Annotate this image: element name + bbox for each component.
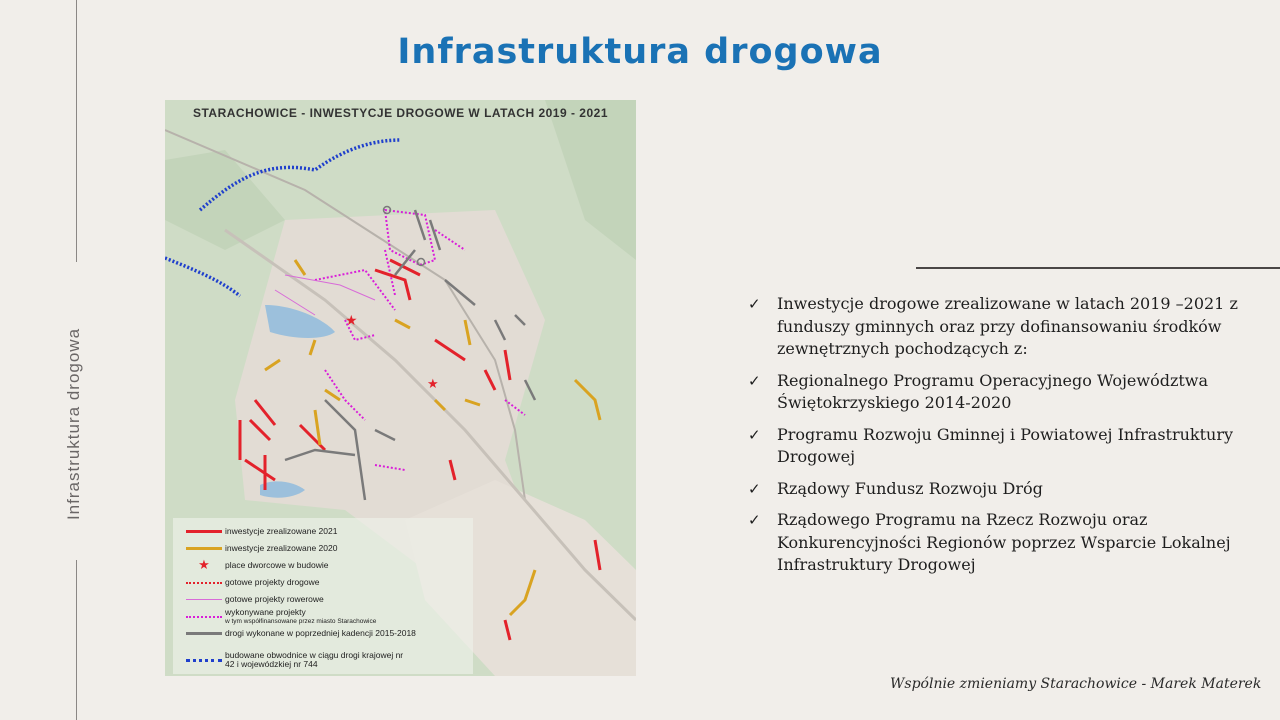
legend-item-stations: ★ place dworcowe w budowie <box>183 557 443 574</box>
checkmark-icon: ✓ <box>748 371 761 390</box>
legend-item-previous-term: drogi wykonane w poprzedniej kadencji 2015-2018 <box>183 625 443 642</box>
bullet-item: ✓ Rządowego Programu na Rzecz Rozwoju oraz Konkurencyjności Regionów poprzez Wsparcie Lokalnej Infrastruktury Drogowej <box>748 510 1231 574</box>
svg-text:★: ★ <box>427 377 439 392</box>
checkmark-icon: ✓ <box>748 425 761 444</box>
side-title: Infrastruktura drogowa <box>64 327 83 521</box>
legend-item-2020: inwestycje zrealizowane 2020 <box>183 540 443 557</box>
checkmark-icon: ✓ <box>748 511 761 529</box>
legend-item-bypasses: budowane obwodnice w ciągu drogi krajowej nr 42 i wojewódzkiej nr 744 <box>183 645 443 675</box>
orange-solid-line-icon <box>186 547 222 550</box>
star-icon: ★ <box>198 558 210 573</box>
signature: Wspólnie zmieniamy Starachowice - Marek Materek <box>890 676 1262 692</box>
map-legend <box>183 523 443 675</box>
magenta-dotted-line-icon <box>186 616 222 618</box>
slide-title: Infrastruktura drogowa <box>397 32 883 72</box>
red-dotted-line-icon <box>186 582 222 584</box>
map-title: STARACHOWICE - INWESTYCJE DROGOWE W LATACH 2019 - 2021 <box>192 106 609 120</box>
road-investment-map <box>165 100 636 676</box>
svg-text:★: ★ <box>345 313 358 329</box>
legend-item-road-projects: gotowe projekty drogowe <box>183 574 443 591</box>
bullet-list <box>748 293 1248 586</box>
pink-thin-line-icon <box>186 599 222 600</box>
checkmark-icon: ✓ <box>748 295 761 313</box>
gray-solid-line-icon <box>186 632 222 635</box>
bullet-item: ✓ Regionalnego Programu Operacyjnego Województwa Świętokrzyskiego 2014-2020 <box>748 370 1209 412</box>
bullet-item: ✓ Programu Rozwoju Gminnej i Powiatowej Infrastruktury Drogowej <box>748 424 1234 466</box>
legend-item-2021: inwestycje zrealizowane 2021 <box>183 523 443 540</box>
bullet-item: ✓ Rządowy Fundusz Rozwoju Dróg <box>748 478 1248 501</box>
bullet-item: ✓ Inwestycje drogowe zrealizowane w latach 2019 –2021 z funduszy gminnych oraz przy dofinansowaniu środków zewnętrznych pochodzących z: <box>748 294 1238 358</box>
blue-dotted-line-icon <box>186 659 222 662</box>
legend-item-ongoing-projects: wykonywane projekty w tym współfinansowane przez miasto Starachowice <box>183 608 443 625</box>
checkmark-icon: ✓ <box>748 479 761 498</box>
horizontal-divider <box>916 267 1280 269</box>
red-solid-line-icon <box>186 530 222 533</box>
divider-line-bottom <box>76 560 77 720</box>
legend-item-bike-projects: gotowe projekty rowerowe <box>183 591 443 608</box>
